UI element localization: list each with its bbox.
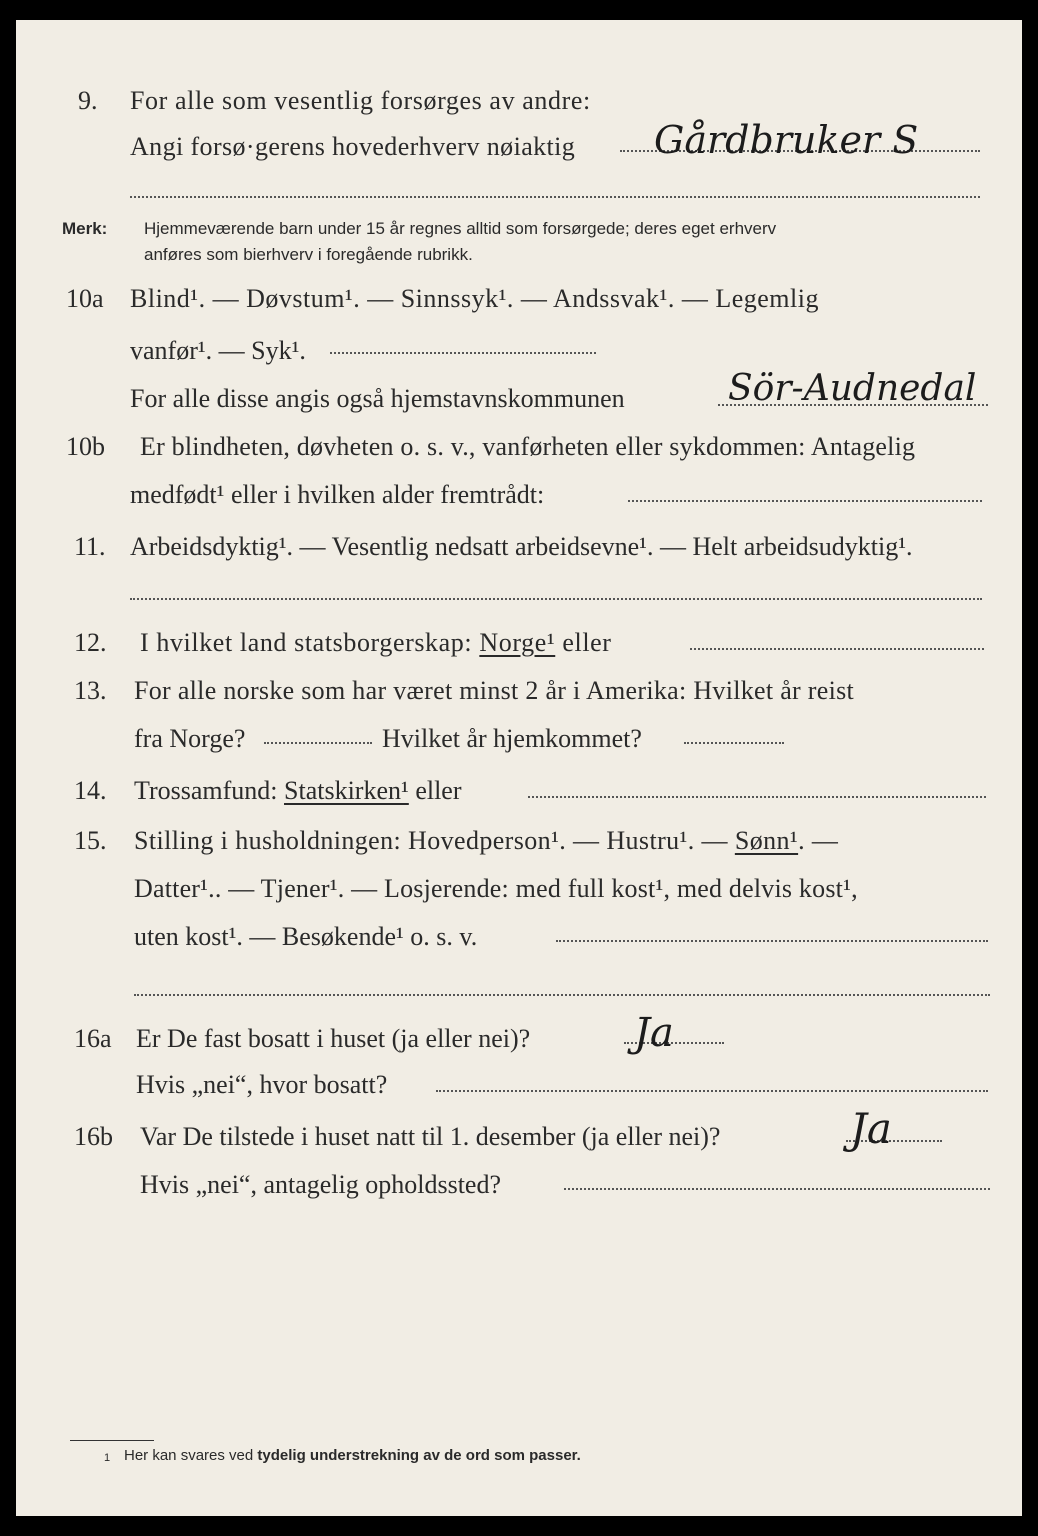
q16a-handwritten-answer: Ja [634,1010,674,1056]
q9-line1: For alle som vesentlig forsørges av andre: [130,86,591,115]
q9-continuation-line [130,196,980,198]
q10b-number: 10b [66,432,105,461]
q10a-line2: vanfør¹. — Syk¹. [130,336,306,365]
footnote-text-pre: Her kan svares ved [124,1447,254,1464]
q14-question: Trossamfund: [134,776,278,805]
q12-question: I hvilket land statsborgerskap: [140,628,473,657]
q16b-line2: Hvis „nei“, antagelig opholdssted? [140,1170,502,1199]
q14-eller: eller [415,776,462,805]
q16a-bosatt-line [436,1090,988,1092]
q15-line2: Datter¹.. — Tjener¹. — Losjerende: med full kost¹, med delvis kost¹, [134,874,858,903]
q11-answer-line [130,598,982,600]
footnote-rule [70,1440,154,1441]
merk-line1: Hjemmeværende barn under 15 år regnes alltid som forsørgede; deres eget erhverv [144,219,777,238]
q12-line [140,628,612,658]
footnote-text-bold: tydelig understrekning av de ord som passer. [257,1447,581,1464]
q12-number: 12. [74,628,107,657]
q15-answer-line [556,940,988,942]
q10a-line1: Blind¹. — Døvstum¹. — Sinnssyk¹. — Andssvak¹. — Legemlig [130,284,819,313]
q10a-number: 10a [66,284,104,313]
q10a-line3: For alle disse angis også hjemstavnskommunen [130,384,625,413]
footnote-text [124,1446,581,1466]
q12-eller: eller [562,628,612,657]
q16a-line1: Er De fast bosatt i huset (ja eller nei)? [136,1024,531,1053]
q9-number: 9. [78,86,98,115]
q13-hjemkommet-line [684,742,784,744]
q12-answer-line [690,648,984,650]
q13-reist-line [264,742,372,744]
q15-number: 15. [74,826,107,855]
q10a-handwritten-answer: Sör-Audnedal [728,368,977,409]
q9-handwritten-answer: Gårdbruker S [654,118,919,162]
merk-label: Merk: [62,219,108,238]
q15-underlined-sonn: Sønn¹ [734,826,799,855]
q16a-number: 16a [74,1024,112,1053]
q13-line2a: fra Norge? [134,724,246,753]
q12-underlined-norge: Norge¹ [479,628,556,657]
q16b-line1: Var De tilstede i huset natt til 1. desember (ja eller nei)? [140,1122,721,1151]
q10b-line2: medfødt¹ eller i hvilken alder fremtrådt: [130,480,545,509]
q15-continuation-line [134,994,990,996]
q10a-syk-line [330,352,596,354]
q16b-handwritten-answer: Ja [850,1104,892,1153]
q15-line3: uten kost¹. — Besøkende¹ o. s. v. [134,922,478,951]
merk-line2: anføres som bierhverv i foregående rubrikk. [144,245,473,264]
q9-line2: Angi forsø·gerens hovederhverv nøiaktig [130,132,576,161]
q15-line1-end: . — [798,826,839,855]
q16b-opholdssted-line [564,1188,990,1190]
q14-line [134,776,462,806]
q16b-number: 16b [74,1122,113,1151]
q16a-line2: Hvis „nei“, hvor bosatt? [136,1070,388,1099]
q10b-line1: Er blindheten, døvheten o. s. v., vanførheten eller sykdommen: Antagelig [140,432,916,461]
footnote-mark: 1 [104,1452,111,1464]
q10b-answer-line [628,500,982,502]
q11-line1: Arbeidsdyktig¹. — Vesentlig nedsatt arbeidsevne¹. — Helt arbeidsudyktig¹. [130,532,913,561]
q15-line1-text: Stilling i husholdningen: Hovedperson¹. — Hustru¹. — [134,826,728,855]
q11-number: 11. [74,532,106,561]
q13-line1: For alle norske som har været minst 2 år i Amerika: Hvilket år reist [134,676,855,705]
q14-answer-line [528,796,986,798]
q15-line1 [134,826,838,856]
q14-underlined-statskirken: Statskirken¹ [284,776,409,805]
q13-line2b: Hvilket år hjemkommet? [382,724,642,753]
q13-number: 13. [74,676,107,705]
q14-number: 14. [74,776,107,805]
census-form-page [16,20,1022,1516]
